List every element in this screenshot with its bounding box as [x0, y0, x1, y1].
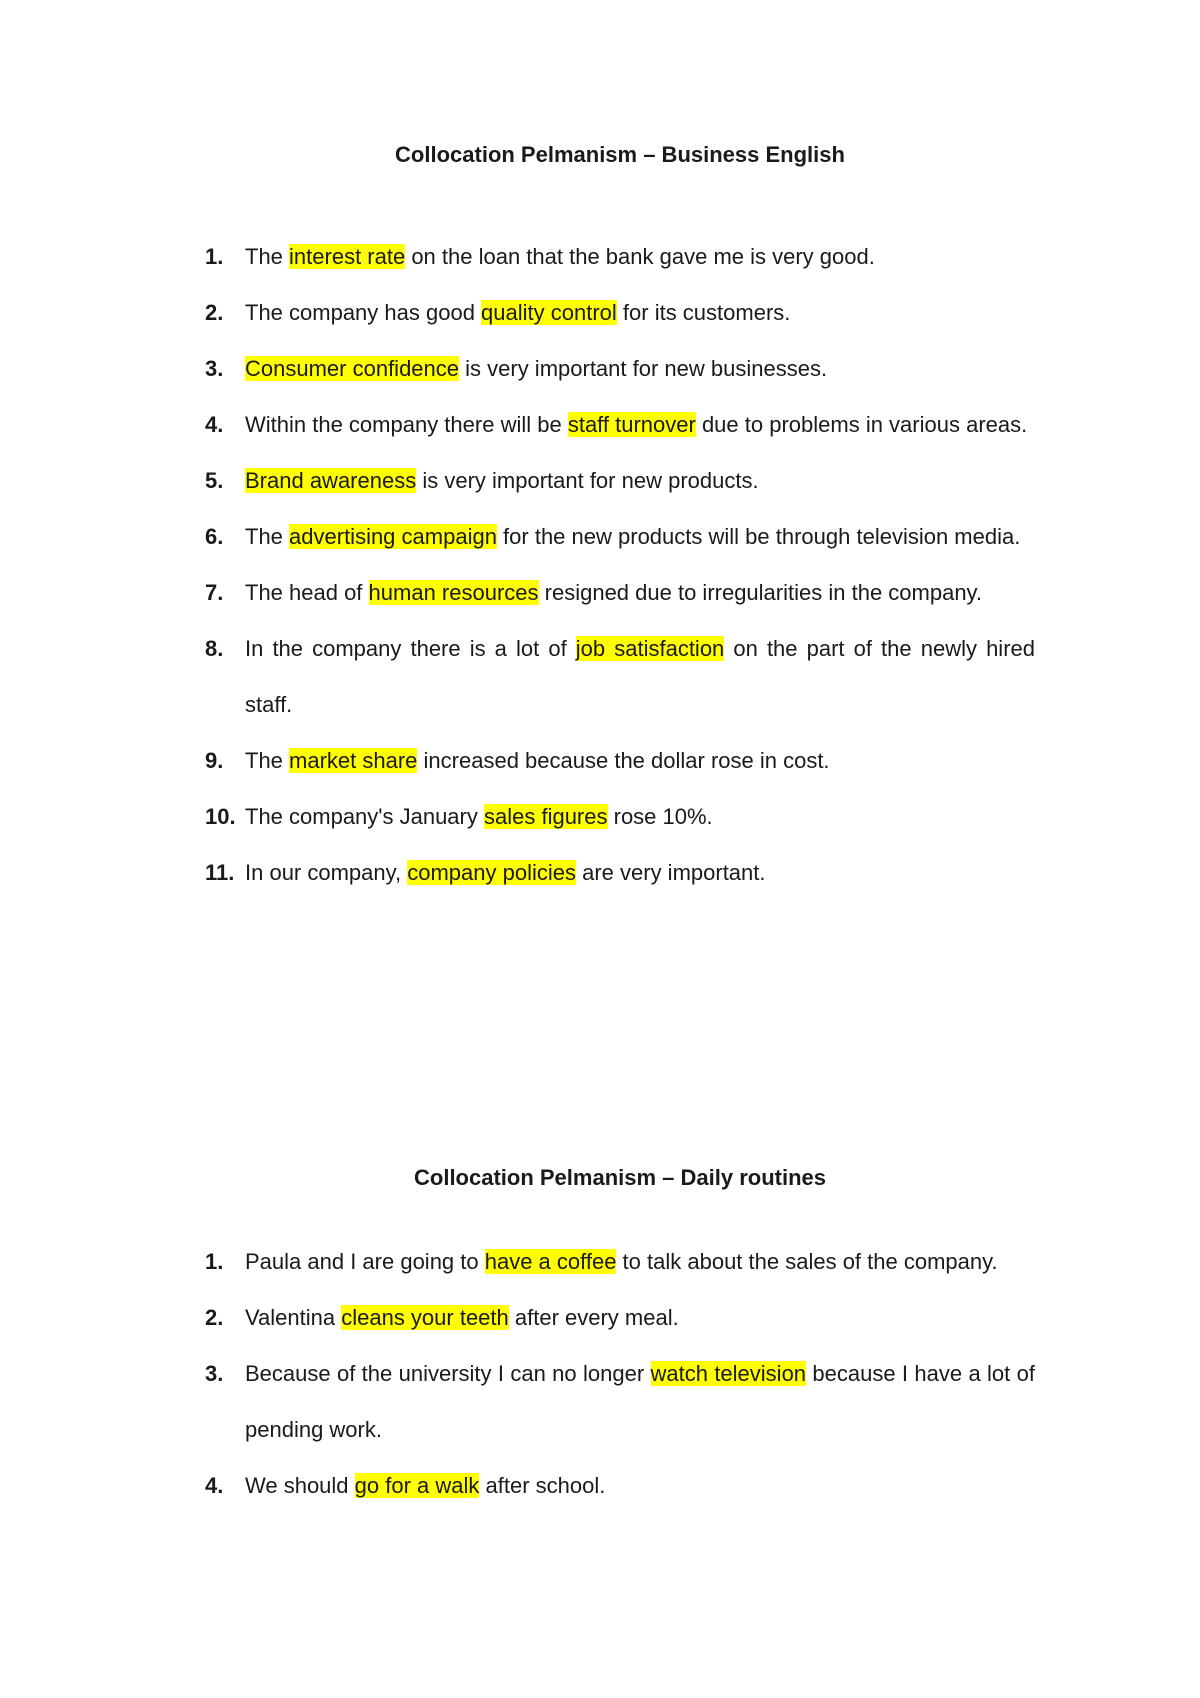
text-after: after school.: [479, 1473, 606, 1498]
list-item: [205, 733, 1035, 789]
item-number: 6.: [205, 524, 224, 549]
item-number: 11.: [205, 860, 235, 885]
highlighted-collocation: human resources: [368, 580, 539, 605]
text-before: The company has good: [245, 300, 482, 325]
text-after: resigned due to irregularities in the company.: [538, 580, 983, 605]
list-item: [205, 1458, 1035, 1514]
item-number: 7.: [205, 580, 224, 605]
list-item: [205, 285, 1035, 341]
daily-routines-section: [205, 1163, 1035, 1514]
text-after: because I have a lot of pending work.: [245, 1361, 1035, 1442]
highlighted-collocation: Brand awareness: [245, 468, 417, 493]
list-item: [205, 1346, 1035, 1458]
text-before: We should: [245, 1473, 355, 1498]
text-before: The: [245, 524, 290, 549]
text-after: rose 10%.: [607, 804, 713, 829]
text-before: The head of: [245, 580, 369, 605]
highlighted-collocation: advertising campaign: [289, 524, 497, 549]
item-number: 3.: [205, 1361, 224, 1386]
item-number: 2.: [205, 300, 224, 325]
list-item: [205, 565, 1035, 621]
section-title: Collocation Pelmanism – Business English: [395, 142, 845, 167]
item-number: 1.: [205, 244, 224, 269]
text-after: increased because the dollar rose in cost.: [417, 748, 830, 773]
item-number: 2.: [205, 1305, 224, 1330]
text-after: to talk about the sales of the company.: [616, 1249, 998, 1274]
highlighted-collocation: cleans your teeth: [341, 1305, 509, 1330]
text-after: for the new products will be through television media.: [496, 524, 1021, 549]
section-title: Collocation Pelmanism – Daily routines: [414, 1165, 826, 1190]
text-before: Valentina: [245, 1305, 342, 1330]
text-after: is very important for new businesses.: [459, 356, 828, 381]
list-item: [205, 453, 1035, 509]
highlighted-collocation: go for a walk: [354, 1473, 480, 1498]
text-before: Paula and I are going to: [245, 1249, 485, 1274]
item-number: 5.: [205, 468, 224, 493]
item-number: 4.: [205, 1473, 224, 1498]
text-after: on the loan that the bank gave me is very good.: [405, 244, 875, 269]
item-number: 10.: [205, 804, 236, 829]
list-item: [205, 1290, 1035, 1346]
item-number: 8.: [205, 636, 224, 661]
sentence-list: [205, 229, 1035, 901]
text-before: The: [245, 748, 290, 773]
highlighted-collocation: job satisfaction: [575, 636, 725, 661]
list-item: [205, 341, 1035, 397]
highlighted-collocation: interest rate: [289, 244, 406, 269]
list-item: [205, 509, 1035, 565]
item-number: 4.: [205, 412, 224, 437]
list-item: [205, 789, 1035, 845]
text-before: The: [245, 244, 290, 269]
highlighted-collocation: market share: [289, 748, 418, 773]
sentence-list: [205, 1234, 1035, 1514]
list-item: [205, 397, 1035, 453]
highlighted-collocation: quality control: [481, 300, 617, 325]
highlighted-collocation: have a coffee: [484, 1249, 617, 1274]
list-item: [205, 845, 1035, 901]
list-item: [205, 229, 1035, 285]
text-after: after every meal.: [508, 1305, 679, 1330]
item-number: 9.: [205, 748, 224, 773]
text-after: are very important.: [575, 860, 766, 885]
text-before: In our company,: [245, 860, 408, 885]
list-item: [205, 621, 1035, 733]
highlighted-collocation: staff turnover: [567, 412, 696, 437]
text-before: The company's January: [245, 804, 484, 829]
highlighted-collocation: watch television: [650, 1361, 807, 1386]
highlighted-collocation: Consumer confidence: [245, 356, 460, 381]
list-item: [205, 1234, 1035, 1290]
item-number: 1.: [205, 1249, 224, 1274]
item-number: 3.: [205, 356, 224, 381]
text-before: Because of the university I can no longer: [245, 1361, 651, 1386]
text-after: on the part of the newly hired staff.: [245, 636, 1035, 717]
text-after: due to problems in various areas.: [695, 412, 1028, 437]
highlighted-collocation: sales figures: [483, 804, 608, 829]
text-after: is very important for new products.: [416, 468, 759, 493]
text-before: Within the company there will be: [245, 412, 568, 437]
highlighted-collocation: company policies: [407, 860, 576, 885]
text-before: In the company there is a lot of: [245, 636, 576, 661]
business-english-section: [205, 140, 1035, 901]
text-after: for its customers.: [616, 300, 791, 325]
